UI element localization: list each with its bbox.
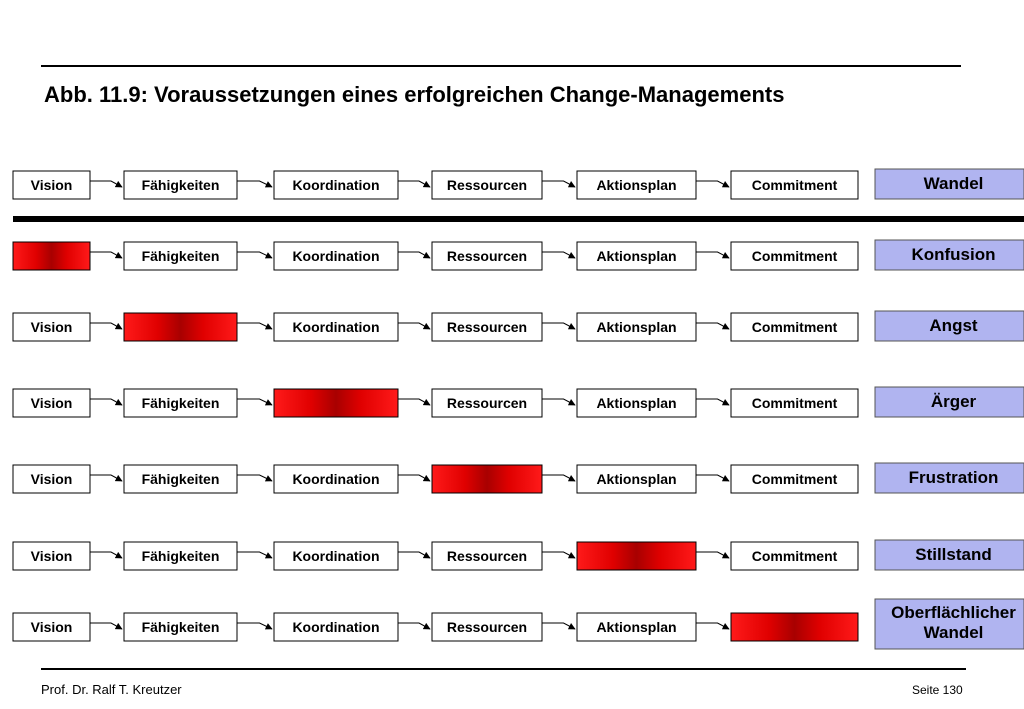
- row-5: [13, 463, 1024, 493]
- arrow-connector: [398, 552, 430, 558]
- result-stillstand-box: [875, 540, 1024, 570]
- row-4: [13, 387, 1024, 417]
- ressourcen-box: [432, 389, 542, 417]
- arrow-connector: [90, 323, 122, 329]
- koordination-box: [274, 171, 398, 199]
- vision-label: Vision: [30, 619, 73, 635]
- aktionsplan-box: [577, 242, 696, 270]
- arrow-connector: [90, 181, 122, 187]
- vision-box: [13, 465, 90, 493]
- arrow-connector: [696, 399, 729, 405]
- arrow-connector: [237, 399, 272, 405]
- aktionsplan-label: Aktionsplan: [596, 395, 677, 411]
- arrow-connector: [696, 475, 729, 481]
- aktionsplan-label: Aktionsplan: [596, 177, 677, 193]
- aktionsplan-box: [577, 389, 696, 417]
- faehigkeiten-box: [124, 613, 237, 641]
- ressourcen-label: Ressourcen: [446, 395, 528, 411]
- result-konfusion-box: [875, 240, 1024, 270]
- faehigkeiten-box: [124, 242, 237, 270]
- missing-faehigkeiten-box: [124, 313, 237, 341]
- arrow-connector: [542, 552, 575, 558]
- commitment-label: Commitment: [751, 471, 838, 487]
- commitment-label: Commitment: [751, 248, 838, 264]
- arrow-connector: [542, 475, 575, 481]
- commitment-label: Commitment: [751, 319, 838, 335]
- row-2: [13, 240, 1024, 270]
- arrow-connector: [398, 475, 430, 481]
- faehigkeiten-label: Fähigkeiten: [141, 177, 220, 193]
- result-label: Konfusion: [911, 245, 996, 264]
- vision-label: Vision: [30, 177, 73, 193]
- aktionsplan-box: [577, 171, 696, 199]
- arrow-connector: [398, 623, 430, 629]
- commitment-label: Commitment: [751, 548, 838, 564]
- aktionsplan-label: Aktionsplan: [596, 319, 677, 335]
- vision-box: [13, 613, 90, 641]
- ressourcen-label: Ressourcen: [446, 548, 528, 564]
- result-wandel-box: [875, 169, 1024, 199]
- arrow-connector: [398, 399, 430, 405]
- arrow-connector: [90, 552, 122, 558]
- arrow-connector: [90, 475, 122, 481]
- vision-label: Vision: [30, 548, 73, 564]
- koordination-box: [274, 613, 398, 641]
- missing-vision-box: [13, 242, 90, 270]
- koordination-label: Koordination: [292, 548, 380, 564]
- missing-koordination-box: [274, 389, 398, 417]
- ressourcen-box: [432, 313, 542, 341]
- aktionsplan-label: Aktionsplan: [596, 248, 677, 264]
- koordination-label: Koordination: [292, 177, 380, 193]
- ressourcen-box: [432, 542, 542, 570]
- vision-box: [13, 171, 90, 199]
- result-label: Stillstand: [915, 545, 992, 564]
- arrow-connector: [237, 252, 272, 258]
- arrow-connector: [696, 552, 729, 558]
- commitment-box: [731, 389, 858, 417]
- arrow-connector: [90, 252, 122, 258]
- result-label: Frustration: [908, 468, 999, 487]
- arrow-connector: [542, 623, 575, 629]
- arrow-connector: [398, 323, 430, 329]
- ressourcen-box: [432, 171, 542, 199]
- row-3: [13, 311, 1024, 341]
- arrow-connector: [237, 475, 272, 481]
- faehigkeiten-label: Fähigkeiten: [141, 248, 220, 264]
- ressourcen-label: Ressourcen: [446, 319, 528, 335]
- arrow-connector: [398, 252, 430, 258]
- koordination-box: [274, 465, 398, 493]
- row-6: [13, 540, 1024, 570]
- arrow-connector: [90, 399, 122, 405]
- result-aerger-box: [875, 387, 1024, 417]
- koordination-label: Koordination: [292, 471, 380, 487]
- vision-box: [13, 389, 90, 417]
- aktionsplan-label: Aktionsplan: [596, 619, 677, 635]
- arrow-connector: [398, 181, 430, 187]
- ressourcen-box: [432, 613, 542, 641]
- page-title: Abb. 11.9: Voraussetzungen eines erfolgreichen Change-Managements: [44, 82, 785, 107]
- result-label: Wandel: [923, 174, 984, 193]
- koordination-box: [274, 242, 398, 270]
- koordination-label: Koordination: [292, 619, 380, 635]
- bottom-rule: [41, 668, 966, 670]
- arrow-connector: [696, 181, 729, 187]
- faehigkeiten-box: [124, 389, 237, 417]
- vision-label: Vision: [30, 319, 73, 335]
- ressourcen-label: Ressourcen: [446, 619, 528, 635]
- aktionsplan-box: [577, 613, 696, 641]
- aktionsplan-box: [577, 465, 696, 493]
- koordination-label: Koordination: [292, 319, 380, 335]
- commitment-label: Commitment: [751, 395, 838, 411]
- faehigkeiten-box: [124, 542, 237, 570]
- vision-label: Vision: [30, 471, 73, 487]
- row-1: [13, 169, 1024, 199]
- arrow-connector: [90, 623, 122, 629]
- aktionsplan-box: [577, 313, 696, 341]
- vision-label: Vision: [30, 395, 73, 411]
- footer-author: Prof. Dr. Ralf T. Kreutzer: [41, 682, 182, 697]
- arrow-connector: [696, 252, 729, 258]
- faehigkeiten-label: Fähigkeiten: [141, 471, 220, 487]
- result-label: Oberflächlicher: [891, 603, 1016, 622]
- arrow-connector: [542, 181, 575, 187]
- arrow-connector: [542, 399, 575, 405]
- faehigkeiten-label: Fähigkeiten: [141, 619, 220, 635]
- result-label: Angst: [929, 316, 978, 335]
- commitment-box: [731, 171, 858, 199]
- result-oberflaechlicher-wandel-box: [875, 599, 1024, 649]
- arrow-connector: [542, 252, 575, 258]
- arrow-connector: [696, 323, 729, 329]
- missing-commitment-box: [731, 613, 858, 641]
- result-frustration-box: [875, 463, 1024, 493]
- arrow-connector: [237, 552, 272, 558]
- arrow-connector: [237, 623, 272, 629]
- arrow-connector: [696, 623, 729, 629]
- result-label: Wandel: [923, 623, 984, 642]
- vision-box: [13, 542, 90, 570]
- commitment-box: [731, 313, 858, 341]
- separator-bar: [13, 216, 1024, 222]
- faehigkeiten-box: [124, 465, 237, 493]
- aktionsplan-label: Aktionsplan: [596, 471, 677, 487]
- result-label: Ärger: [930, 392, 977, 411]
- vision-box: [13, 313, 90, 341]
- arrow-connector: [237, 181, 272, 187]
- footer-page-number: Seite 130: [912, 683, 963, 697]
- commitment-box: [731, 542, 858, 570]
- ressourcen-box: [432, 242, 542, 270]
- commitment-box: [731, 465, 858, 493]
- koordination-label: Koordination: [292, 248, 380, 264]
- faehigkeiten-label: Fähigkeiten: [141, 548, 220, 564]
- faehigkeiten-label: Fähigkeiten: [141, 395, 220, 411]
- faehigkeiten-box: [124, 171, 237, 199]
- commitment-label: Commitment: [751, 177, 838, 193]
- row-7: [13, 599, 1024, 649]
- koordination-box: [274, 313, 398, 341]
- commitment-box: [731, 242, 858, 270]
- arrow-connector: [542, 323, 575, 329]
- missing-aktionsplan-box: [577, 542, 696, 570]
- koordination-box: [274, 542, 398, 570]
- result-angst-box: [875, 311, 1024, 341]
- arrow-connector: [237, 323, 272, 329]
- missing-ressourcen-box: [432, 465, 542, 493]
- ressourcen-label: Ressourcen: [446, 177, 528, 193]
- ressourcen-label: Ressourcen: [446, 248, 528, 264]
